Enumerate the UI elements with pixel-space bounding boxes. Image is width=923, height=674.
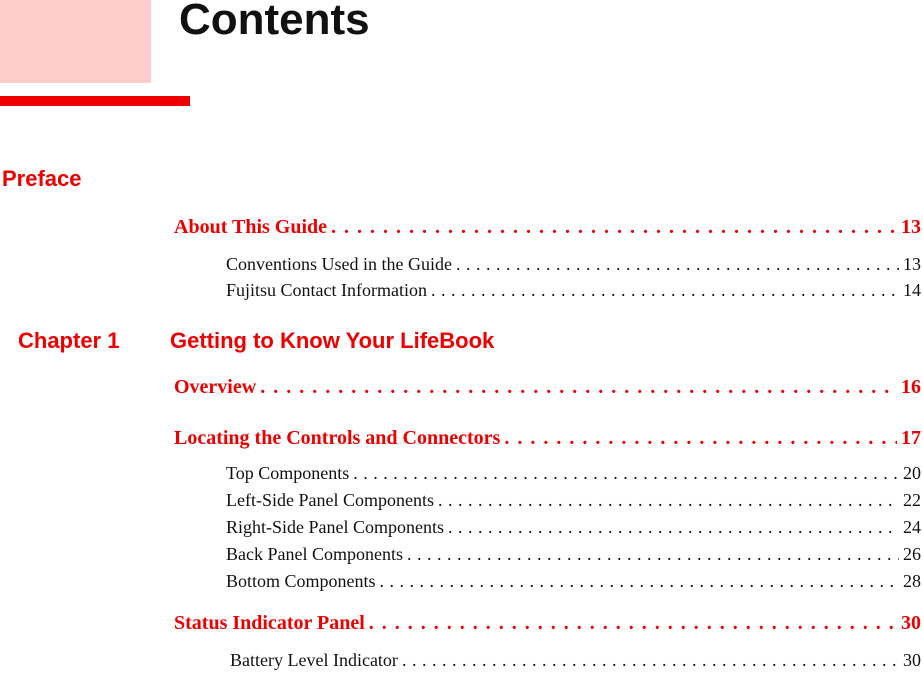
toc-entry-label: Top Components xyxy=(226,463,350,483)
toc-entry-page: 17 xyxy=(901,427,921,449)
chapter-title: Getting to Know Your LifeBook xyxy=(170,328,495,353)
toc-entry-label: Bottom Components xyxy=(226,571,376,591)
toc-entry-page: 30 xyxy=(903,650,921,670)
toc-entry-page: 30 xyxy=(901,612,921,634)
preface-heading: Preface xyxy=(2,166,82,191)
toc-entry-page: 20 xyxy=(903,463,921,483)
toc-entry-locating-controls[interactable] xyxy=(174,427,921,450)
toc-entry-right-side-panel[interactable] xyxy=(226,517,921,538)
dot-leader xyxy=(407,544,899,565)
toc-entry-page: 13 xyxy=(901,216,921,238)
dot-leader xyxy=(456,254,899,275)
dot-leader xyxy=(448,517,899,538)
toc-entry-fujitsu-contact[interactable] xyxy=(226,280,921,301)
dot-leader xyxy=(438,490,899,511)
dot-leader xyxy=(380,571,899,592)
chapter-number: Chapter 1 xyxy=(18,328,120,353)
toc-entry-page: 24 xyxy=(903,517,921,537)
toc-entry-bottom-components[interactable] xyxy=(226,571,921,592)
toc-entry-page: 26 xyxy=(903,544,921,564)
dot-leader xyxy=(369,612,897,635)
page-title: Contents xyxy=(179,0,370,44)
toc-entry-page: 13 xyxy=(903,254,921,274)
toc-entry-label: About This Guide xyxy=(174,216,328,238)
dot-leader xyxy=(353,463,899,484)
toc-entry-page: 22 xyxy=(903,490,921,510)
toc-entry-page: 16 xyxy=(901,376,921,398)
toc-entry-back-panel[interactable] xyxy=(226,544,921,565)
toc-entry-label: Conventions Used in the Guide xyxy=(226,254,452,274)
dot-leader xyxy=(431,280,899,301)
toc-entry-page: 28 xyxy=(903,571,921,591)
toc-entry-overview[interactable] xyxy=(174,376,921,399)
toc-entry-label: Battery Level Indicator xyxy=(230,650,398,670)
toc-entry-label: Overview xyxy=(174,376,257,398)
toc-entry-label: Right-Side Panel Components xyxy=(226,517,444,537)
toc-entry-label: Fujitsu Contact Information xyxy=(226,280,427,300)
toc-entry-label: Locating the Controls and Connectors xyxy=(174,427,501,449)
toc-entry-conventions[interactable] xyxy=(226,254,921,275)
toc-entry-status-indicator[interactable] xyxy=(174,612,921,635)
dot-leader xyxy=(402,650,899,671)
toc-entry-label: Left-Side Panel Components xyxy=(226,490,434,510)
toc-entry-left-side-panel[interactable] xyxy=(226,490,921,511)
header-color-block xyxy=(0,0,151,83)
dot-leader xyxy=(260,376,897,399)
dot-leader xyxy=(504,427,897,450)
toc-entry-label: Status Indicator Panel xyxy=(174,612,365,634)
dot-leader xyxy=(331,216,897,239)
toc-entry-about-this-guide[interactable] xyxy=(174,216,921,239)
toc-entry-top-components[interactable] xyxy=(226,463,921,484)
toc-entry-label: Back Panel Components xyxy=(226,544,403,564)
header-red-rule xyxy=(0,96,190,106)
toc-entry-page: 14 xyxy=(903,280,921,300)
toc-entry-battery-level[interactable] xyxy=(230,650,921,671)
